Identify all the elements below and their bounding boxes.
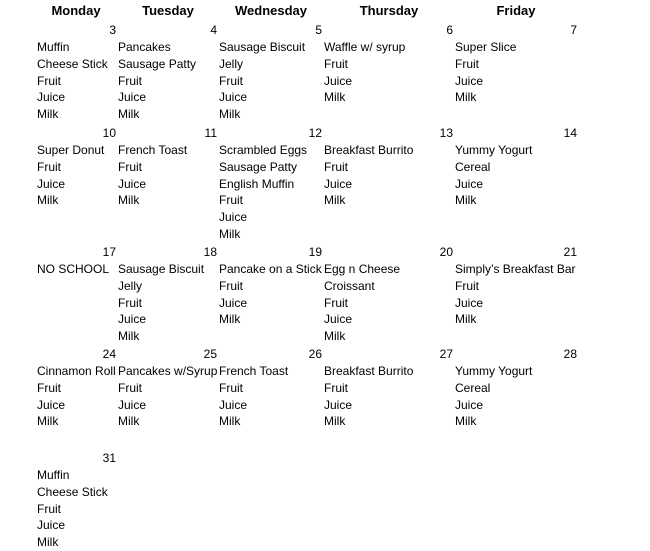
menu-item: Juice: [37, 518, 66, 533]
menu-item-list: [324, 363, 413, 430]
menu-item: Simply’s Breakfast Bar: [455, 262, 576, 276]
menu-item: Sausage Biscuit: [219, 40, 306, 54]
menu-item: Fruit: [455, 278, 479, 293]
day-number: 13: [439, 126, 453, 140]
menu-item-list: [118, 261, 204, 345]
menu-item: Fruit: [37, 380, 61, 395]
menu-item: Fruit: [219, 73, 243, 88]
menu-item: Juice: [118, 397, 147, 412]
menu-item-list: [219, 39, 305, 123]
menu-item: Milk: [455, 193, 477, 208]
menu-item: Cheese Stick: [37, 484, 108, 499]
menu-item: Fruit: [219, 193, 243, 208]
menu-item: Croissant: [324, 278, 375, 293]
menu-item: Milk: [324, 193, 346, 208]
menu-item: Juice: [455, 295, 484, 310]
menu-item: Juice: [455, 176, 484, 191]
menu-item-list: [37, 39, 108, 123]
day-number: 3: [109, 23, 116, 37]
menu-item: Fruit: [118, 159, 142, 174]
menu-item: Milk: [455, 312, 477, 327]
menu-item: English Muffin: [219, 176, 295, 191]
menu-item: Fruit: [324, 295, 348, 310]
day-number: 12: [308, 126, 322, 140]
menu-item-list: [37, 467, 108, 551]
menu-item: Fruit: [324, 56, 348, 71]
day-number: 31: [102, 451, 116, 465]
menu-item-list: [219, 363, 288, 430]
menu-item: Milk: [324, 90, 346, 105]
weekday-header-thursday: Thursday: [359, 3, 419, 18]
day-number: 24: [102, 347, 116, 361]
menu-item: Pancakes: [118, 40, 171, 54]
menu-item: Juice: [37, 397, 66, 412]
menu-item: Super Donut: [37, 143, 105, 157]
menu-item: Milk: [324, 329, 346, 344]
weekday-header-monday: Monday: [51, 3, 101, 18]
day-number: 26: [308, 347, 322, 361]
day-number: 27: [439, 347, 453, 361]
day-number: 18: [203, 245, 217, 259]
menu-item: Egg n Cheese: [324, 262, 401, 276]
day-number: 11: [204, 126, 217, 140]
menu-item: Sausage Patty: [219, 159, 298, 174]
menu-item-list: [118, 39, 196, 123]
menu-item: Fruit: [219, 278, 243, 293]
day-number: 5: [315, 23, 322, 37]
menu-item: Cheese Stick: [37, 56, 108, 71]
menu-item: Juice: [219, 397, 248, 412]
menu-item: French Toast: [219, 364, 289, 378]
menu-item: Juice: [37, 176, 66, 191]
menu-item: Milk: [37, 414, 59, 429]
menu-item: Fruit: [118, 380, 142, 395]
day-number: 25: [203, 347, 217, 361]
menu-item-list: [455, 39, 516, 106]
menu-item: Muffin: [37, 468, 70, 482]
menu-item: Fruit: [118, 295, 142, 310]
menu-item: Fruit: [118, 73, 142, 88]
menu-item: Juice: [118, 176, 147, 191]
menu-item: Milk: [219, 414, 241, 429]
menu-item: Fruit: [324, 159, 348, 174]
menu-item: Milk: [118, 193, 140, 208]
day-number: 20: [439, 245, 453, 259]
menu-item-list: [455, 261, 576, 328]
menu-item: Milk: [455, 90, 477, 105]
menu-item: Yummy Yogurt: [455, 143, 533, 157]
day-number: 4: [210, 23, 217, 37]
menu-item: Super Slice: [455, 40, 517, 54]
day-number: 28: [563, 347, 577, 361]
menu-item: NO SCHOOL: [37, 262, 110, 276]
menu-item: Juice: [118, 312, 147, 327]
menu-item: Milk: [37, 107, 59, 122]
day-number: 6: [446, 23, 453, 37]
menu-item-list: [118, 142, 187, 209]
menu-item: Sausage Patty: [118, 56, 197, 71]
menu-item-list: [324, 261, 400, 345]
day-number: 7: [570, 23, 577, 37]
menu-item: Fruit: [37, 73, 61, 88]
weekday-header-friday: Friday: [496, 3, 536, 18]
menu-item: Jelly: [118, 278, 143, 293]
menu-item: Cereal: [455, 380, 491, 395]
menu-item: Fruit: [37, 159, 61, 174]
menu-item: Juice: [118, 90, 147, 105]
menu-item: Milk: [118, 329, 140, 344]
menu-item: French Toast: [118, 143, 188, 157]
menu-item: Breakfast Burrito: [324, 364, 414, 378]
menu-item: Fruit: [37, 501, 61, 516]
menu-item-list: [118, 363, 217, 430]
menu-item: Milk: [118, 107, 140, 122]
menu-item-list: [324, 142, 413, 209]
menu-item: Scrambled Eggs: [219, 143, 308, 157]
menu-item: Milk: [219, 312, 241, 327]
menu-item: Milk: [37, 193, 59, 208]
menu-item: Sausage Biscuit: [118, 262, 205, 276]
menu-item: Milk: [219, 226, 241, 241]
menu-item: Milk: [118, 414, 140, 429]
menu-item: Pancake on a Stick: [219, 262, 322, 276]
menu-item: Juice: [219, 90, 248, 105]
menu-item: Juice: [219, 210, 248, 225]
menu-item: Fruit: [324, 380, 348, 395]
menu-item-list: [324, 39, 405, 106]
menu-item-list: [455, 142, 532, 209]
day-number: 21: [563, 245, 577, 259]
day-number: 17: [102, 245, 116, 259]
menu-item: Cereal: [455, 159, 491, 174]
menu-item-list: [37, 142, 104, 209]
day-number: 19: [308, 245, 322, 259]
menu-item: Jelly: [219, 56, 244, 71]
menu-item-list: [37, 363, 116, 430]
menu-item: Juice: [324, 73, 353, 88]
menu-item: Juice: [455, 397, 484, 412]
menu-item: Juice: [324, 397, 353, 412]
menu-item-list: [219, 142, 307, 243]
menu-item: Juice: [37, 90, 66, 105]
menu-item: Waffle w/ syrup: [324, 40, 406, 54]
menu-item: Juice: [219, 295, 248, 310]
menu-item: Milk: [37, 535, 59, 550]
menu-item-list: [219, 261, 322, 328]
menu-item: Yummy Yogurt: [455, 364, 533, 378]
menu-item: Juice: [455, 73, 484, 88]
day-number: 10: [102, 126, 116, 140]
menu-item: Milk: [324, 414, 346, 429]
weekday-header-wednesday: Wednesday: [234, 3, 307, 18]
menu-item: Muffin: [37, 40, 70, 54]
day-number: 14: [563, 126, 577, 140]
menu-item: Milk: [219, 107, 241, 122]
menu-item: Milk: [455, 414, 477, 429]
menu-item: Breakfast Burrito: [324, 143, 414, 157]
menu-item-list: [455, 363, 532, 430]
menu-item: Juice: [324, 176, 353, 191]
menu-item: Juice: [324, 312, 353, 327]
menu-item: Fruit: [455, 56, 479, 71]
weekday-header-tuesday: Tuesday: [142, 3, 194, 18]
menu-item: Cinnamon Roll: [37, 364, 116, 378]
menu-item: Pancakes w/Syrup: [118, 364, 218, 378]
menu-item-list: [37, 261, 109, 278]
menu-item: Fruit: [219, 380, 243, 395]
